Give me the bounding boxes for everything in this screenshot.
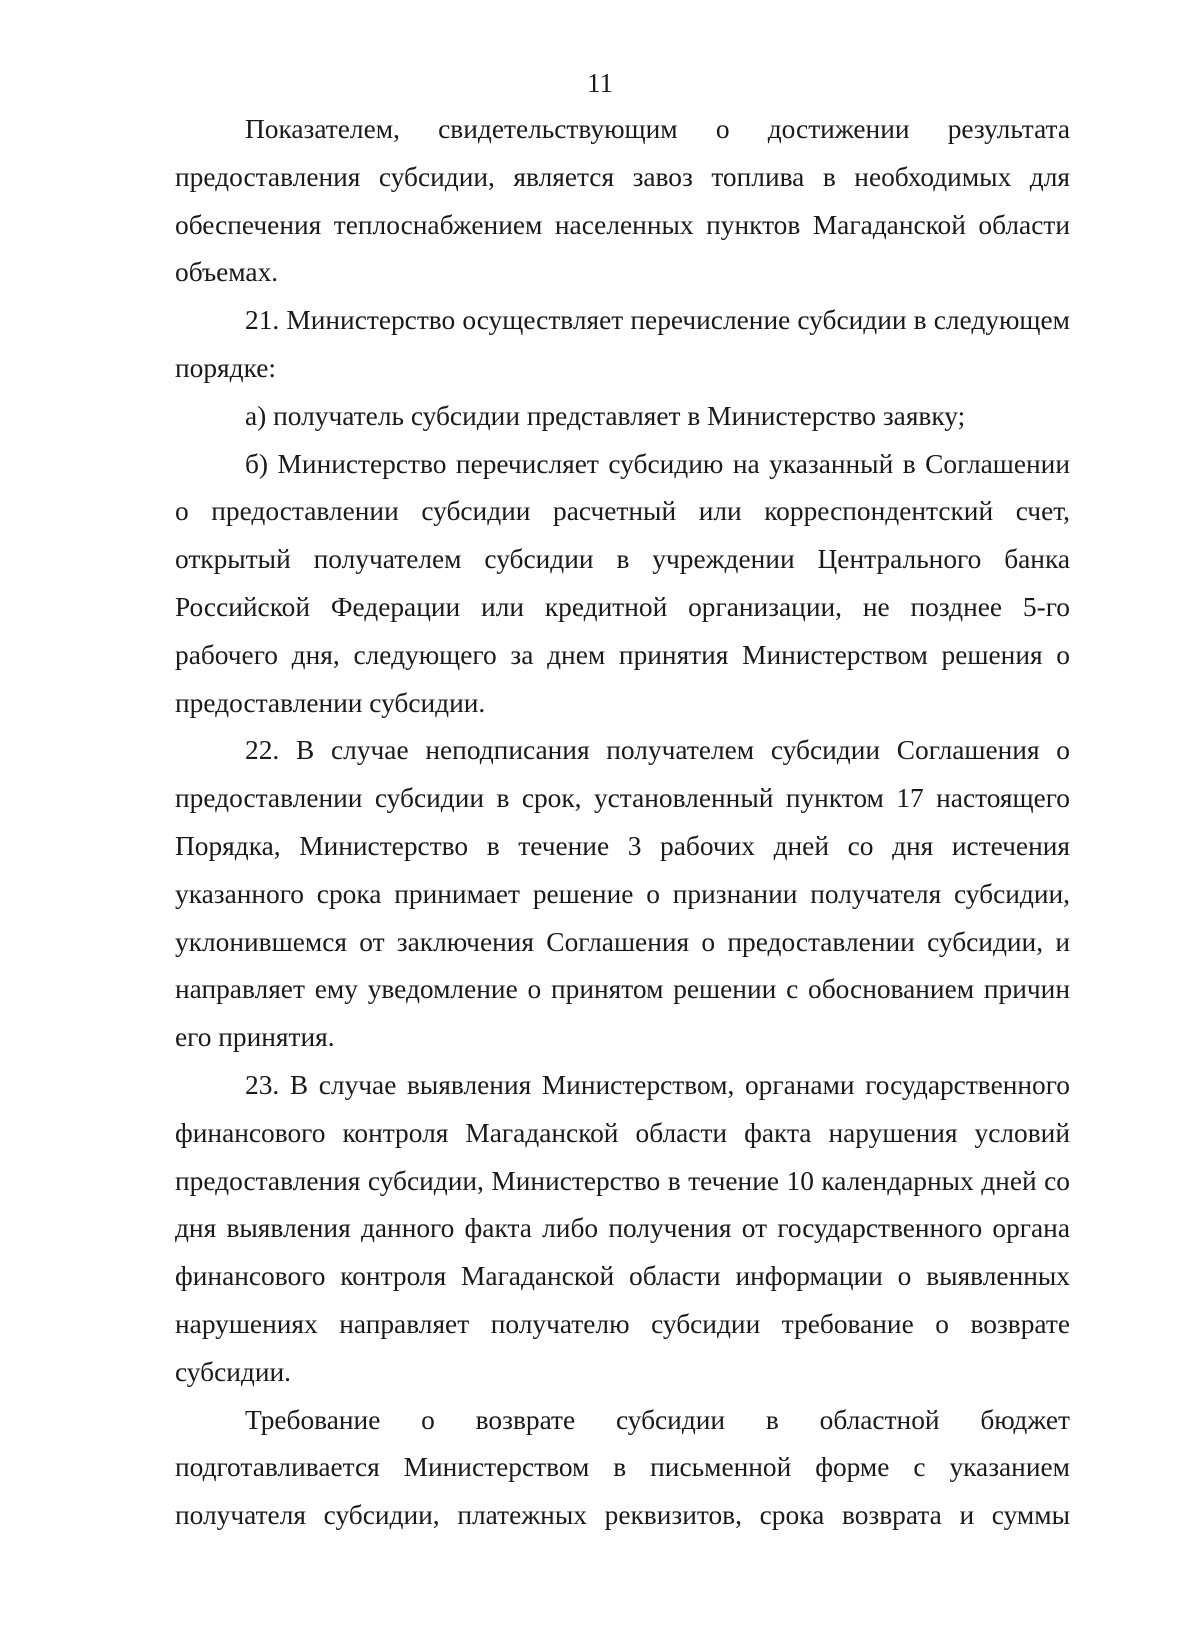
paragraph-item-23: 23. В случае выявления Министерством, органами государственного финансового контроля Магаданской области факта нарушения условий предоставления субсидии, Министерство в течение 10 календарных дней со дня выявления данного факта либо получения от государственного органа финансового контроля Магаданской области информации о выявленных нарушениях направляет получателю субсидии требование о возврате субсидии. bbox=[175, 1069, 1070, 1387]
document-body bbox=[175, 106, 1070, 1540]
paragraph-item-21: 21. Министерство осуществляет перечисление субсидии в следующем порядке: bbox=[175, 305, 1070, 383]
page-number: 11 bbox=[587, 68, 613, 98]
paragraph-indicator: Показателем, свидетельствующим о достижении результата предоставления субсидии, является завоз топлива в необходимых для обеспечения теплоснабжением населенных пунктов Магаданской области объемах. bbox=[175, 114, 1070, 288]
paragraph-requirement: Требование о возврате субсидии в областной бюджет подготавливается Министерством в письменной форме с указанием получателя субсидии, платежных реквизитов, срока возврата и суммы bbox=[175, 1404, 1070, 1531]
list-item-21-a: а) получатель субсидии представляет в Министерство заявку; bbox=[245, 400, 966, 431]
paragraph-item-22: 22. В случае неподписания получателем субсидии Соглашения о предоставлении субсидии в срок, установленный пунктом 17 настоящего Порядка, Министерство в течение 3 рабочих дней со дня истечения указанного срока принимает решение о признании получателя субсидии, уклонившемся от заключения Соглашения о предоставлении субсидии, и направляет ему уведомление о принятом решении с обоснованием причин его принятия. bbox=[175, 735, 1070, 1053]
list-item-21-b: б) Министерство перечисляет субсидию на указанный в Соглашении о предоставлении субсидии расчетный или корреспондентский счет, открытый получателем субсидии в учреждении Центрального банка Российской Федерации или кредитной организации, не позднее 5-го рабочего дня, следующего за днем принятия Министерством решения о предоставлении субсидии. bbox=[175, 448, 1070, 718]
